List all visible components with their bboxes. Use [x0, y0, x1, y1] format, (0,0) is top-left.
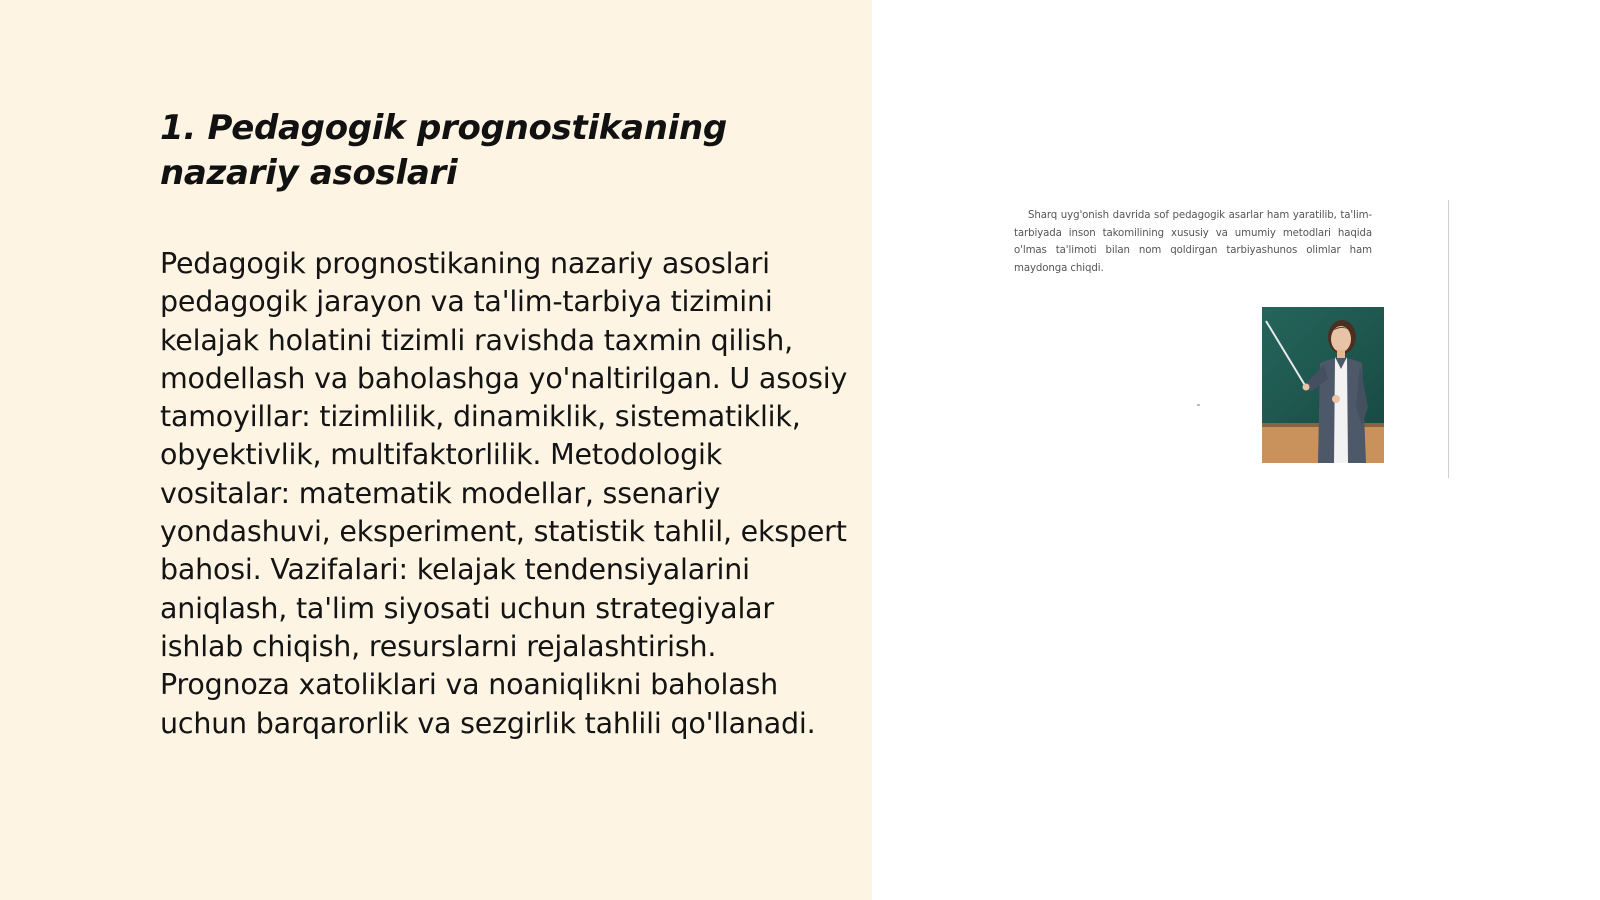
- slide-body-text: Pedagogik prognostikaning nazariy asoslari pedagogik jarayon va ta'lim-tarbiya tizimini kelajak holatini tizimli ravishda taxmin qilish, modellash va baholashga yo'naltirilgan. U asosiy tamoyillar: tizimlilik, dinamiklik, sistematiklik, obyektivlik, multifaktorlilik. Metodologik vositalar: matematik modellar, ssenariy yondashuvi, eksperiment, statistik tahlil, ekspert bahosi. Vazifalari: kelajak tendensiyalarini aniqlash, ta'lim siyosati uchun strategiyalar ishlab chiqish, resurslarni rejalashtirish. Prognoza xatoliklari va noaniqlikni baholash uchun barqarorlik va sezgirlik tahlili qo'llanadi.: [160, 247, 848, 740]
- slide-title: 1. Pedagogik prognostikaning nazariy asoslari: [160, 108, 727, 193]
- scan-speck: [1197, 404, 1200, 406]
- image-caption-text: Sharq uyg'onish davrida sof pedagogik asarlar ham yaratilib, ta'lim-tarbiyada inson takomilining xususiy va umumiy metodlari haqida o'lmas ta'limoti bilan nom qoldirgan tarbiyashunos olimlar ham maydonga chiqdi.: [1014, 210, 1372, 274]
- teacher-with-pointer-icon: [1262, 307, 1384, 463]
- document-image: [990, 196, 1450, 482]
- teacher-photo: [1262, 307, 1384, 463]
- image-right-border: [1448, 200, 1449, 478]
